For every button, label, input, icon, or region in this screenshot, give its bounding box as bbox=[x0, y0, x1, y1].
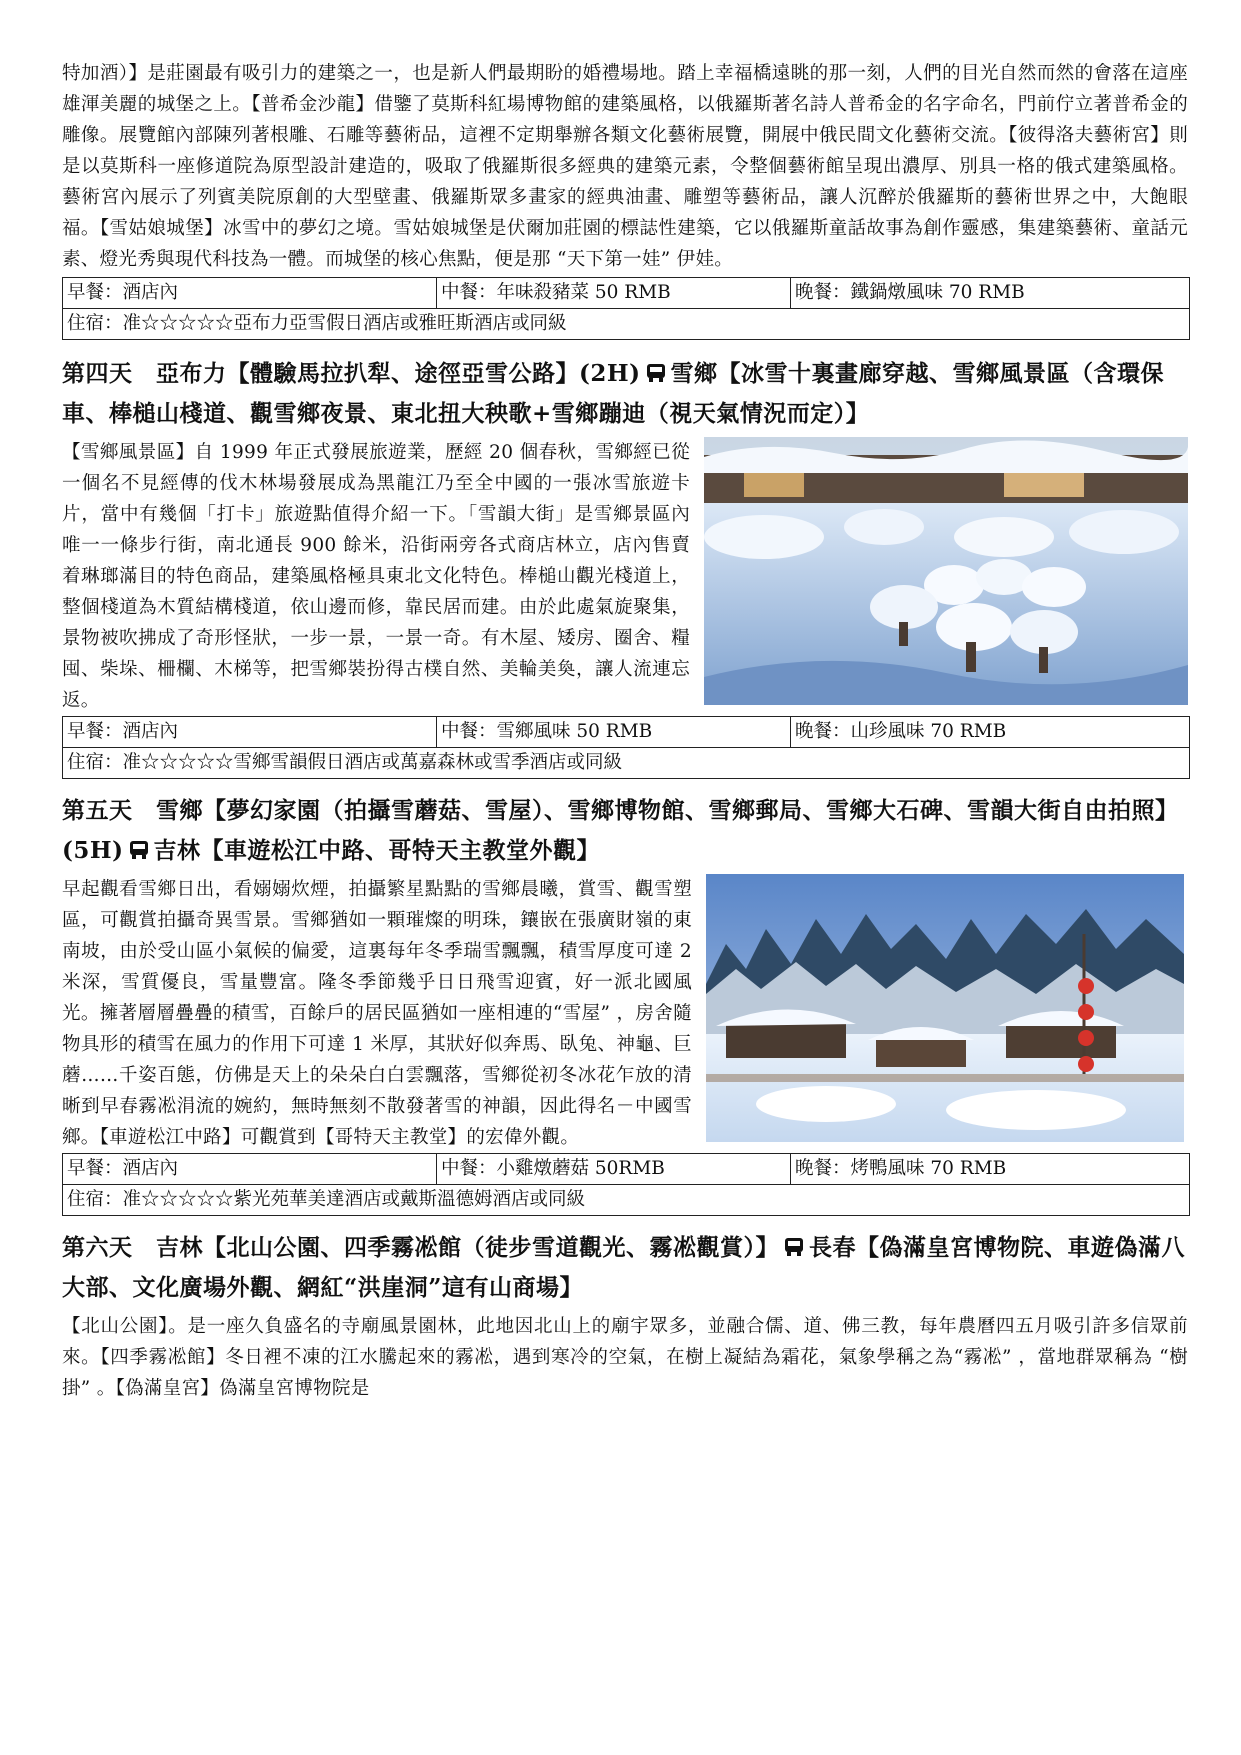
day3-lunch: 中餐：年味殺豬菜 50 RMB bbox=[437, 278, 791, 309]
day4-paragraph: 【雪鄉風景區】自 1999 年正式發展旅遊業，歷經 20 個春秋，雪鄉經已從一個名不見經傳的伐木林場發展成為黑龍江乃至全中國的一張冰雪旅遊卡片，當中有幾個「打卡」旅遊點值得介紹一下。「雪韻大街」是雪鄉景區內唯一一條步行街，南北通長 900 餘米，沿街兩旁各式商店林立，店內售賣着琳瑯滿目的特色商品，建築風格極具東北文化特色。棒槌山觀光棧道上，整個棧道為木質結構棧道，依山邊而修，靠民居而建。由於此處氣旋聚集，景物被吹拂成了奇形怪狀，一步一景，一景一奇。有木屋、矮房、圈舍、糧囤、柴垛、柵欄、木梯等，把雪鄉裝扮得古樸自然、美輪美奐，讓人流連忘返。 bbox=[62, 442, 690, 711]
day6-paragraph: 【北山公園】。是一座久負盛名的寺廟風景園林，此地因北山上的廟宇眾多，並融合儒、道、佛三教，每年農曆四五月吸引許多信眾前來。【四季霧凇館】冬日裡不凍的江水騰起來的霧凇，遇到寒冷的空氣，在樹上凝結為霜花，氣象學稱之為“霧凇” ，當地群眾稱為 “樹掛” 。【偽滿皇宮】偽滿皇宮博物院是 bbox=[62, 1316, 1188, 1399]
day4-meal-table bbox=[62, 716, 1190, 779]
day3-dinner: 晚餐：鐵鍋燉風味 70 RMB bbox=[791, 278, 1190, 309]
day5-title-part1: 第五天 雪鄉【夢幻家園（拍攝雪蘑菇、雪屋）、雪鄉博物館、雪鄉郵局、雪鄉大石碑、雪韻大街自由拍照】(5H) bbox=[62, 797, 1179, 864]
day3-hotel: 住宿：准☆☆☆☆☆亞布力亞雪假日酒店或雅旺斯酒店或同級 bbox=[63, 309, 1190, 340]
day4-title-part2: 雪鄉【冰雪十裏畫廊穿越、雪鄉風景區（含環保車、棒槌山棧道、觀雪鄉夜景、東北扭大秧歌+雪鄉蹦迪（視天氣情況而定）】 bbox=[62, 360, 1164, 427]
day3-paragraph: 特加酒）】是莊園最有吸引力的建築之一，也是新人們最期盼的婚禮場地。踏上幸福橋遠眺的那一刻，人們的目光自然而然的會落在這座雄渾美麗的城堡之上。【普希金沙龍】借鑒了莫斯科紅場博物館的建築風格，以俄羅斯著名詩人普希金的名字命名，門前佇立著普希金的雕像。展覽館內部陳列著根雕、石雕等藝術品，這裡不定期舉辦各類文化藝術展覽，開展中俄民間文化藝術交流。【彼得洛夫藝術宮】則是以莫斯科一座修道院為原型設計建造的，吸取了俄羅斯很多經典的建築元素，令整個藝術館呈現出濃厚、別具一格的俄式建築風格。 藝術宮內展示了列賓美院原創的大型壁畫、俄羅斯眾多畫家的經典油畫、雕塑等藝術品，讓人沉醉於俄羅斯的藝術世界之中，大飽眼福。【雪姑娘城堡】冰雪中的夢幻之境。雪姑娘城堡是伏爾加莊園的標誌性建築，它以俄羅斯童話故事為創作靈感，集建築藝術、童話元素、燈光秀與現代科技為一體。而城堡的核心焦點，便是那 “天下第一娃” 伊娃。 bbox=[62, 63, 1188, 270]
day5-lunch: 中餐：小雞燉蘑菇 50RMB bbox=[437, 1154, 791, 1185]
day4-snow-village-photo bbox=[704, 437, 1188, 705]
bus-icon bbox=[129, 841, 149, 859]
day5-meal-table bbox=[62, 1153, 1190, 1216]
day5-dinner: 晚餐：烤鴨風味 70 RMB bbox=[791, 1154, 1190, 1185]
day6-title bbox=[62, 1228, 1188, 1308]
day5-content bbox=[62, 874, 1188, 1153]
day5-breakfast: 早餐：酒店內 bbox=[63, 1154, 437, 1185]
day4-title bbox=[62, 354, 1188, 434]
day3-meal-table bbox=[62, 277, 1190, 340]
day5-paragraph: 早起觀看雪鄉日出，看嫋嫋炊煙，拍攝繁星點點的雪鄉晨曦，賞雪、觀雪塑區，可觀賞拍攝奇異雪景。雪鄉猶如一顆璀燦的明珠，鑲嵌在張廣財嶺的東南坡，由於受山區小氣候的偏愛，這裏每年冬季瑞雪飄飄，積雪厚度可達 2 米深，雪質優良，雪量豐富。隆冬季節幾乎日日飛雪迎賓，好一派北國風光。擁著層層疊疊的積雪，百餘戶的居民區猶如一座相連的“雪屋” ，房舍隨物具形的積雪在風力的作用下可達 1 米厚，其狀好似奔馬、臥兔、神龜、巨蘑……千姿百態，仿佛是天上的朵朵白白雲飄落，雪鄉從初冬冰花乍放的清晰到早春霧凇涓流的婉約，無時無刻不散發著雪的神韻，因此得名－中國雪鄉。【車遊松江中路】可觀賞到【哥特天主教堂】的宏偉外觀。 bbox=[62, 879, 692, 1148]
day6-title-part2: 長春【偽滿皇宮博物院、車遊偽滿八大部、文化廣場外觀、網紅“洪崖洞”這有山商場】 bbox=[62, 1234, 1185, 1301]
day5-title bbox=[62, 791, 1188, 871]
day4-breakfast: 早餐：酒店內 bbox=[63, 717, 437, 748]
day4-content bbox=[62, 437, 1188, 716]
day4-hotel: 住宿：准☆☆☆☆☆雪鄉雪韻假日酒店或萬嘉森林或雪季酒店或同級 bbox=[63, 748, 1190, 779]
bus-icon bbox=[646, 364, 666, 382]
snow-mushroom-image bbox=[704, 437, 1188, 705]
day5-snow-village-photo bbox=[706, 874, 1184, 1142]
day6-title-part1: 第六天 吉林【北山公園、四季霧凇館（徒步雪道觀光、霧凇觀賞）】 bbox=[62, 1234, 779, 1261]
day5-title-part2: 吉林【車遊松江中路、哥特天主教堂外觀】 bbox=[153, 837, 600, 864]
snow-village-night-image bbox=[706, 874, 1184, 1142]
bus-icon bbox=[784, 1238, 804, 1256]
day4-title-part1: 第四天 亞布力【體驗馬拉扒犁、途徑亞雪公路】(2H) bbox=[62, 360, 641, 387]
day5-hotel: 住宿：准☆☆☆☆☆紫光苑華美達酒店或戴斯溫德姆酒店或同級 bbox=[63, 1185, 1190, 1216]
day3-breakfast: 早餐：酒店內 bbox=[63, 278, 437, 309]
day4-lunch: 中餐：雪鄉風味 50 RMB bbox=[437, 717, 791, 748]
day4-dinner: 晚餐：山珍風味 70 RMB bbox=[791, 717, 1190, 748]
